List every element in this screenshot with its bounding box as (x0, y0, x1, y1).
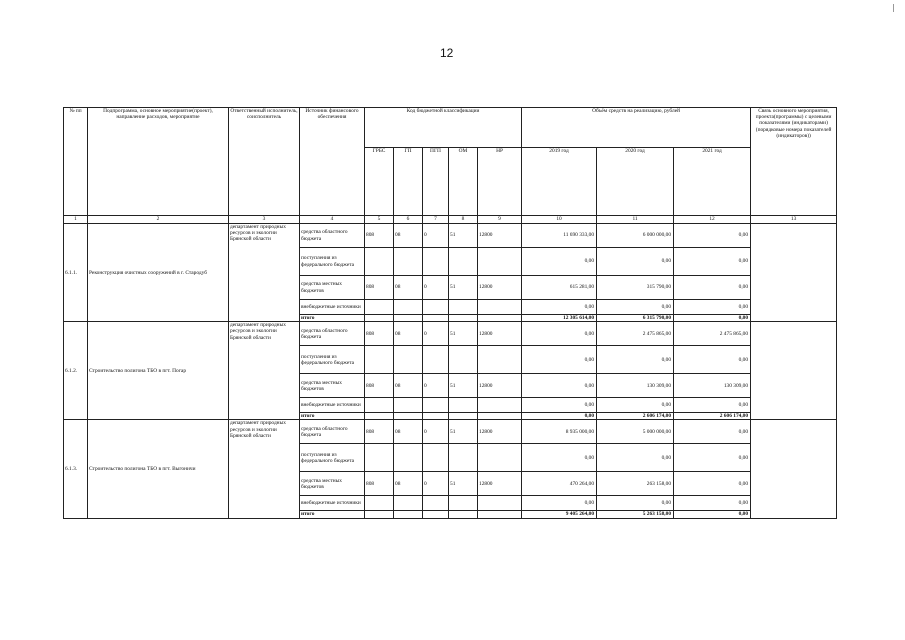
budget-code-pgp (423, 413, 449, 420)
budget-code-grbs (365, 496, 394, 511)
budget-code-nr (478, 346, 522, 374)
item-link-indicators (751, 322, 837, 420)
amount-y2020: 6 315 790,00 (597, 315, 674, 322)
item-name: Строительство полигона ТБО в пгт. Погар (88, 322, 229, 420)
amount-y2020: 0,00 (597, 346, 674, 374)
budget-code-om: 51 (449, 276, 478, 300)
index-cell: 12 (674, 216, 751, 224)
amount-y2019: 11 690 333,00 (522, 224, 597, 248)
budget-code-gp (394, 511, 423, 518)
amount-y2021: 0,00 (674, 300, 751, 315)
budget-code-nr: 12800 (478, 224, 522, 248)
scan-mark (893, 4, 894, 12)
budget-code-gp: 08 (394, 374, 423, 398)
amount-y2021: 0,00 (674, 444, 751, 472)
table-row (64, 322, 837, 346)
amount-y2019: 9 405 264,00 (522, 511, 597, 518)
amount-y2020: 263 158,00 (597, 472, 674, 496)
item-responsible: департамент природных ресурсов и экологии Брянской области (229, 420, 300, 518)
budget-code-gp (394, 496, 423, 511)
budget-table (63, 107, 837, 519)
amount-y2020: 315 790,00 (597, 276, 674, 300)
budget-code-grbs (365, 511, 394, 518)
amount-y2020: 2 606 174,00 (597, 413, 674, 420)
amount-y2019: 0,00 (522, 413, 597, 420)
budget-code-pgp (423, 398, 449, 413)
budget-code-grbs: 808 (365, 374, 394, 398)
header-2019: 2019 год (522, 148, 597, 216)
index-cell: 6 (394, 216, 423, 224)
budget-code-gp (394, 398, 423, 413)
budget-code-nr (478, 248, 522, 276)
amount-y2021: 0,00 (674, 398, 751, 413)
funding-source: средства местных бюджетов (300, 374, 365, 398)
header-2020: 2020 год (597, 148, 674, 216)
budget-code-gp: 08 (394, 224, 423, 248)
amount-y2019: 0,00 (522, 300, 597, 315)
budget-code-nr: 12800 (478, 420, 522, 444)
item-link-indicators (751, 224, 837, 322)
amount-y2020: 0,00 (597, 248, 674, 276)
amount-y2019: 0,00 (522, 398, 597, 413)
budget-code-nr: 12800 (478, 322, 522, 346)
budget-code-om: 51 (449, 322, 478, 346)
header-amount: Объём средств на реализацию, рублей (522, 108, 751, 148)
index-cell: 3 (229, 216, 300, 224)
funding-source: средства областного бюджета (300, 224, 365, 248)
budget-code-nr (478, 444, 522, 472)
budget-code-nr (478, 511, 522, 518)
budget-code-gp: 08 (394, 322, 423, 346)
amount-y2020: 5 000 000,00 (597, 420, 674, 444)
budget-code-grbs (365, 346, 394, 374)
funding-source: внебюджетные источники (300, 300, 365, 315)
budget-code-pgp (423, 496, 449, 511)
header-grbs: ГРБС (365, 148, 394, 216)
amount-y2020: 0,00 (597, 444, 674, 472)
budget-code-pgp (423, 511, 449, 518)
budget-code-pgp (423, 300, 449, 315)
budget-code-pgp: 0 (423, 420, 449, 444)
amount-y2021: 0,00 (674, 276, 751, 300)
amount-y2019: 0,00 (522, 248, 597, 276)
item-responsible: департамент природных ресурсов и экологии Брянской области (229, 224, 300, 322)
index-cell: 5 (365, 216, 394, 224)
funding-source: средства областного бюджета (300, 420, 365, 444)
budget-code-grbs: 808 (365, 276, 394, 300)
budget-code-gp (394, 444, 423, 472)
budget-code-om: 51 (449, 472, 478, 496)
header-program: Подпрограмма, основное мероприятие(проект), направление расходов, мероприятие (88, 108, 229, 216)
budget-code-nr: 12800 (478, 276, 522, 300)
budget-code-nr: 12800 (478, 374, 522, 398)
budget-code-gp: 08 (394, 276, 423, 300)
table-row (64, 420, 837, 444)
amount-y2019: 470 264,00 (522, 472, 597, 496)
budget-code-grbs (365, 413, 394, 420)
page-number: 12 (440, 46, 454, 60)
budget-code-grbs (365, 444, 394, 472)
budget-code-pgp (423, 248, 449, 276)
amount-y2020: 0,00 (597, 398, 674, 413)
budget-code-gp (394, 346, 423, 374)
budget-code-nr (478, 398, 522, 413)
budget-code-pgp: 0 (423, 276, 449, 300)
budget-code-grbs (365, 300, 394, 315)
amount-y2021: 2 475 865,00 (674, 322, 751, 346)
funding-source: средства местных бюджетов (300, 472, 365, 496)
funding-source: средства местных бюджетов (300, 276, 365, 300)
item-number: 6.1.2. (64, 322, 88, 420)
budget-code-om (449, 413, 478, 420)
amount-y2021: 0,00 (674, 248, 751, 276)
amount-y2020: 130 309,00 (597, 374, 674, 398)
budget-code-om (449, 511, 478, 518)
amount-y2021: 0,00 (674, 472, 751, 496)
amount-y2021: 130 309,00 (674, 374, 751, 398)
budget-code-grbs (365, 315, 394, 322)
header-2021: 2021 год (674, 148, 751, 216)
budget-code-om (449, 315, 478, 322)
amount-y2019: 0,00 (522, 374, 597, 398)
amount-y2020: 5 263 158,00 (597, 511, 674, 518)
index-cell: 8 (449, 216, 478, 224)
budget-code-grbs: 808 (365, 472, 394, 496)
budget-code-grbs (365, 248, 394, 276)
amount-y2020: 6 000 000,00 (597, 224, 674, 248)
amount-y2020: 0,00 (597, 496, 674, 511)
budget-code-gp (394, 413, 423, 420)
header-budget-code: Код бюджетной классификации (365, 108, 522, 148)
budget-code-om: 51 (449, 224, 478, 248)
amount-y2019: 615 281,00 (522, 276, 597, 300)
item-name: Строительство полигона ТБО в пгт. Выгоничи (88, 420, 229, 518)
budget-code-nr (478, 300, 522, 315)
amount-y2021: 0,00 (674, 420, 751, 444)
funding-source: внебюджетные источники (300, 398, 365, 413)
budget-code-om (449, 248, 478, 276)
item-number: 6.1.3. (64, 420, 88, 518)
amount-y2021: 0,00 (674, 315, 751, 322)
index-cell: 13 (751, 216, 837, 224)
amount-y2019: 12 305 614,00 (522, 315, 597, 322)
item-number: 6.1.1. (64, 224, 88, 322)
funding-source: поступления из федерального бюджета (300, 248, 365, 276)
budget-code-gp (394, 300, 423, 315)
amount-y2021: 0,00 (674, 511, 751, 518)
header-om: ОМ (449, 148, 478, 216)
amount-y2020: 2 475 865,00 (597, 322, 674, 346)
budget-code-om (449, 444, 478, 472)
item-name: Реконструкция очистных сооружений в г. Стародуб (88, 224, 229, 322)
amount-y2019: 0,00 (522, 322, 597, 346)
amount-y2019: 0,00 (522, 346, 597, 374)
header-row-1 (64, 108, 837, 148)
budget-code-nr (478, 496, 522, 511)
funding-source: итого (300, 511, 365, 518)
budget-code-om (449, 496, 478, 511)
budget-code-grbs: 808 (365, 322, 394, 346)
index-cell: 11 (597, 216, 674, 224)
budget-code-om: 51 (449, 420, 478, 444)
index-cell: 2 (88, 216, 229, 224)
budget-code-grbs: 808 (365, 224, 394, 248)
budget-code-nr (478, 315, 522, 322)
header-link: Связь основного мероприятия, проекта(программы) с целевыми показателями (индикаторами) (порядковые номера показателей (индикаторов)) (751, 108, 837, 216)
amount-y2021: 0,00 (674, 224, 751, 248)
funding-source: поступления из федерального бюджета (300, 346, 365, 374)
amount-y2019: 0,00 (522, 444, 597, 472)
budget-code-om (449, 300, 478, 315)
budget-code-grbs: 808 (365, 420, 394, 444)
column-index-row (64, 216, 837, 224)
budget-code-om: 51 (449, 374, 478, 398)
index-cell: 7 (423, 216, 449, 224)
budget-code-pgp (423, 444, 449, 472)
amount-y2020: 0,00 (597, 300, 674, 315)
amount-y2021: 0,00 (674, 346, 751, 374)
budget-code-om (449, 346, 478, 374)
index-cell: 9 (478, 216, 522, 224)
amount-y2021: 2 606 174,00 (674, 413, 751, 420)
budget-code-gp: 08 (394, 420, 423, 444)
budget-code-gp: 08 (394, 472, 423, 496)
amount-y2021: 0,00 (674, 496, 751, 511)
budget-code-om (449, 398, 478, 413)
index-cell: 1 (64, 216, 88, 224)
funding-source: внебюджетные источники (300, 496, 365, 511)
header-gp: ГП (394, 148, 423, 216)
header-source: Источник финансового обеспечения (300, 108, 365, 216)
header-pgp: ПГП (423, 148, 449, 216)
funding-source: итого (300, 315, 365, 322)
funding-source: средства областного бюджета (300, 322, 365, 346)
index-cell: 10 (522, 216, 597, 224)
budget-code-pgp (423, 346, 449, 374)
budget-code-nr: 12800 (478, 472, 522, 496)
budget-code-pgp: 0 (423, 374, 449, 398)
item-link-indicators (751, 420, 837, 518)
budget-code-nr (478, 413, 522, 420)
index-cell: 4 (300, 216, 365, 224)
amount-y2019: 0,00 (522, 496, 597, 511)
budget-code-pgp: 0 (423, 472, 449, 496)
budget-code-grbs (365, 398, 394, 413)
budget-code-pgp (423, 315, 449, 322)
budget-code-pgp: 0 (423, 322, 449, 346)
item-responsible: департамент природных ресурсов и экологии Брянской области (229, 322, 300, 420)
amount-y2019: 8 935 000,00 (522, 420, 597, 444)
header-nr: НР (478, 148, 522, 216)
header-responsible: Ответственный исполнитель, соисполнитель (229, 108, 300, 216)
funding-source: поступления из федерального бюджета (300, 444, 365, 472)
budget-code-gp (394, 315, 423, 322)
header-no: № пп (64, 108, 88, 216)
budget-code-gp (394, 248, 423, 276)
budget-code-pgp: 0 (423, 224, 449, 248)
funding-source: итого (300, 413, 365, 420)
table-row (64, 224, 837, 248)
